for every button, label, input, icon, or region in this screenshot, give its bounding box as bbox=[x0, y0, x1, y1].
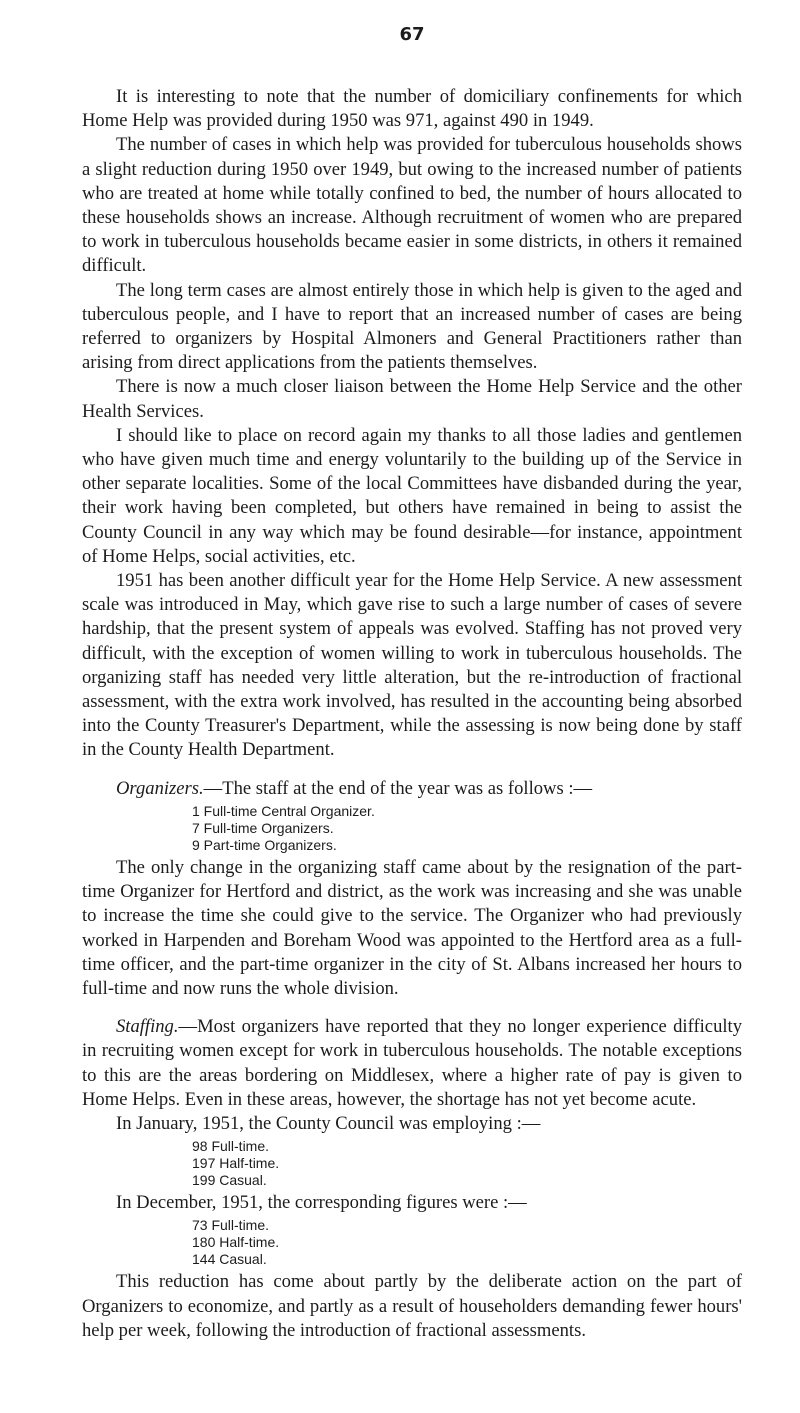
closing-paragraph: This reduction has come about partly by the deliberate action on the part of Organizers to economize, and partly as a result of householders demanding fewer hours' help per week, following the introduction of fractional assessments. bbox=[82, 1271, 742, 1341]
paragraph-thanks: I should like to place on record again my thanks to all those ladies and gentlemen who have given much time and energy voluntarily to the building up of the Service in other separate localities. Some of the local Committees have disbanded during the year, their work having been completed, but others have remained in being to assist the County Council in any way which may be found desirable—for instance, appointment of Home Helps, social activities, etc. bbox=[82, 424, 742, 567]
list-item: 98 Full-time. bbox=[192, 1138, 270, 1155]
organizers-section bbox=[82, 777, 742, 801]
list-item: 1 Full-time Central Organizer. bbox=[192, 802, 375, 819]
staffing-lead: —Most organizers have reported that they no longer experience difficulty in recruiting women except for work in tuberculous households. The notable exceptions to this are the areas bordering on Middlesex, where a higher rate of pay is given to Home Helps. Even in these areas, however, the shortage has not yet become acute. bbox=[82, 1016, 742, 1110]
list-item: 199 Casual. bbox=[192, 1172, 267, 1189]
organizers-list bbox=[82, 803, 742, 854]
december-intro: In December, 1951, the corresponding figures were :— bbox=[116, 1192, 527, 1214]
december-list bbox=[82, 1217, 742, 1268]
paragraph-confinements: It is interesting to note that the number of domiciliary confinements for which Home Help was provided during 1950 was 971, against 490 in 1949. bbox=[82, 86, 742, 132]
list-item: 144 Casual. bbox=[192, 1251, 267, 1268]
list-item: 197 Half-time. bbox=[192, 1155, 280, 1172]
list-item: 9 Part-time Organizers. bbox=[192, 836, 337, 853]
paragraph-tuberculous-households: The number of cases in which help was provided for tuberculous households shows a slight reduction during 1950 over 1949, but owing to the increased number of patients who are treated at home while totally confined to bed, the number of hours allocated to these households shows an increase. Although recruitment of women who are prepared to work in tuberculous households became easier in some districts, in others it remained difficult. bbox=[82, 134, 742, 277]
paragraph-long-term-cases: The long term cases are almost entirely those in which help is given to the aged and tuberculous people, and I have to report that an increased number of cases are being referred to organizers by Hospital Almoners and General Practitioners rather than arising from direct applications from the patients themselves. bbox=[82, 279, 742, 374]
january-intro: In January, 1951, the County Council was employing :— bbox=[116, 1112, 541, 1134]
organizers-heading: Organizers. bbox=[116, 777, 204, 799]
organizers-lead: —The staff at the end of the year was as follows :— bbox=[203, 777, 593, 799]
list-item: 73 Full-time. bbox=[192, 1217, 270, 1234]
list-item: 180 Half-time. bbox=[192, 1234, 280, 1251]
list-item: 7 Full-time Organizers. bbox=[192, 819, 334, 836]
paragraph-1951: 1951 has been another difficult year for the Home Help Service. A new assessment scale was introduced in May, which gave rise to such a large number of cases of severe hardship, that the present system of appeals was evolved. Staffing has not proved very difficult, with the exception of women willing to work in tuberculous households. The organizing staff has needed very little alteration, but the re-introduction of fractional assessment, with the extra work involved, has resulted in the accounting being absorbed into the County Treasurer's Department, while the assessing is now being done by staff in the County Health Department. bbox=[82, 570, 742, 761]
page-number: 67 bbox=[399, 24, 425, 45]
paragraph-liaison: There is now a much closer liaison between the Home Help Service and the other Health Services. bbox=[82, 376, 742, 422]
staffing-heading: Staffing. bbox=[116, 1016, 179, 1038]
january-list bbox=[82, 1138, 742, 1189]
staffing-section bbox=[82, 1015, 742, 1112]
organizers-change-paragraph: The only change in the organizing staff came about by the resignation of the part-time Organizer for Hertford and district, as the work was increasing and she was unable to increase the time she could give to the service. The Organizer who had previously worked in Harpenden and Boreham Wood was appointed to the Hertford area as a full-time officer, and the part-time organizer in the city of St. Albans increased her hours to full-time and now runs the whole division. bbox=[82, 856, 742, 999]
